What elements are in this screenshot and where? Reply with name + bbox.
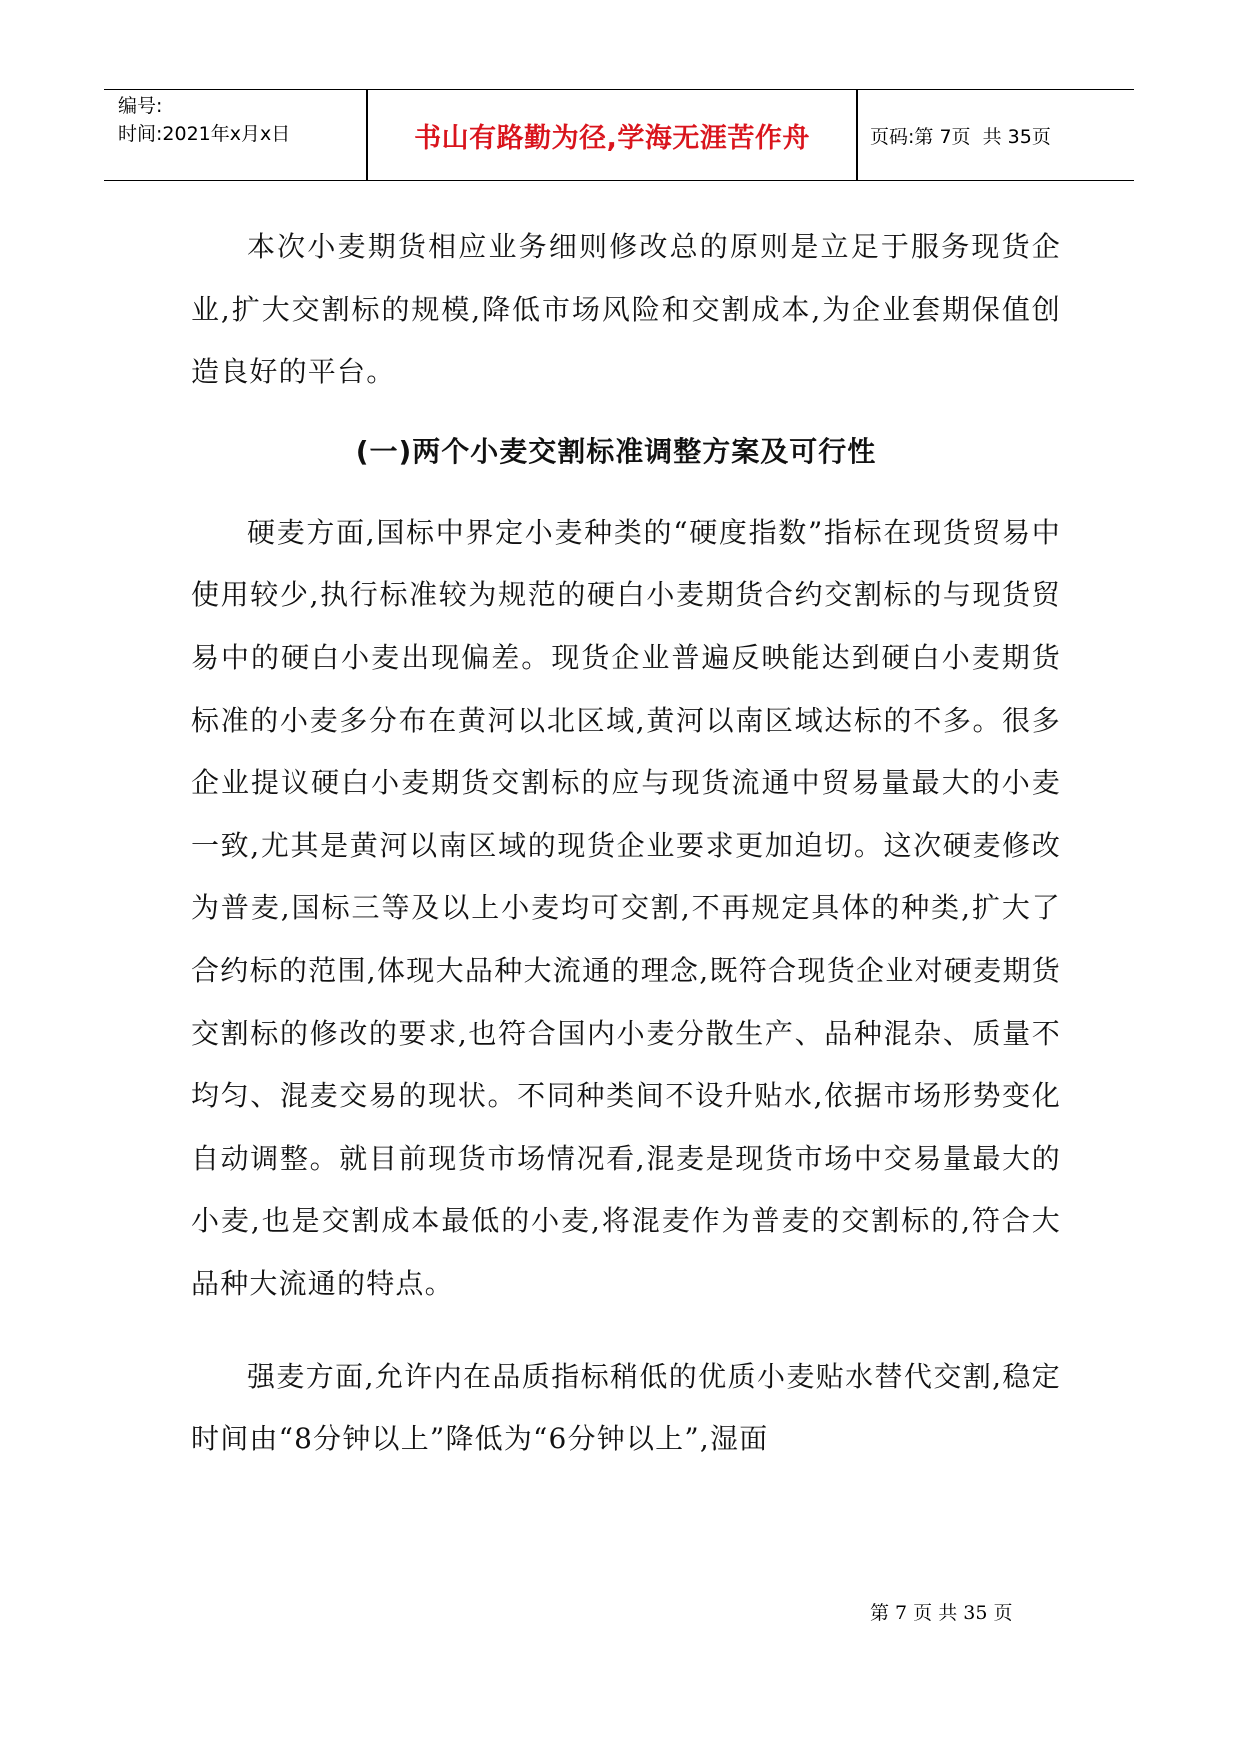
page-footer-number: 第 7 页 共 35 页: [870, 1602, 1013, 1624]
document-body: [191, 216, 1061, 1471]
paragraph-strong-wheat: 强麦方面,允许内在品质指标稍低的优质小麦贴水替代交割,稳定时间由“8分钟以上”降低为“6分钟以上”,湿面: [191, 1359, 1061, 1456]
page-header: [104, 89, 1134, 181]
section-heading: (一)两个小麦交割标准调整方案及可行性: [355, 434, 877, 468]
header-divider-right: [856, 90, 858, 180]
header-page-info: 页码:第 7页 共 35页: [870, 125, 1051, 148]
paragraph-principle: 本次小麦期货相应业务细则修改总的原则是立足于服务现货企业,扩大交割标的规模,降低市场风险和交割成本,为企业套期保值创造良好的平台。: [191, 230, 1061, 389]
header-motto: 书山有路勤为径,学海无涯苦作舟: [414, 122, 810, 154]
document-time-label: 时间:2021年x月x日: [118, 123, 291, 145]
paragraph-spacer: [191, 1316, 1061, 1346]
document-number-label: 编号:: [118, 95, 163, 117]
paragraph-hard-wheat: 硬麦方面,国标中界定小麦种类的“硬度指数”指标在现货贸易中使用较少,执行标准较为规范的硬白小麦期货合约交割标的与现货贸易中的硬白小麦出现偏差。现货企业普遍反映能达到硬白小麦期货标准的小麦多分布在黄河以北区域,黄河以南区域达标的不多。很多企业提议硬白小麦期货交割标的应与现货流通中贸易量最大的小麦一致,尤其是黄河以南区域的现货企业要求更加迫切。这次硬麦修改为普麦,国标三等及以上小麦均可交割,不再规定具体的种类,扩大了合约标的范围,体现大品种大流通的理念,既符合现货企业对硬麦期货交割标的修改的要求,也符合国内小麦分散生产、品种混杂、质量不均匀、混麦交易的现状。不同种类间不设升贴水,依据市场形势变化自动调整。就目前现货市场情况看,混麦是现货市场中交易量最大的小麦,也是交割成本最低的小麦,将混麦作为普麦的交割标的,符合大品种大流通的特点。: [191, 515, 1061, 1300]
